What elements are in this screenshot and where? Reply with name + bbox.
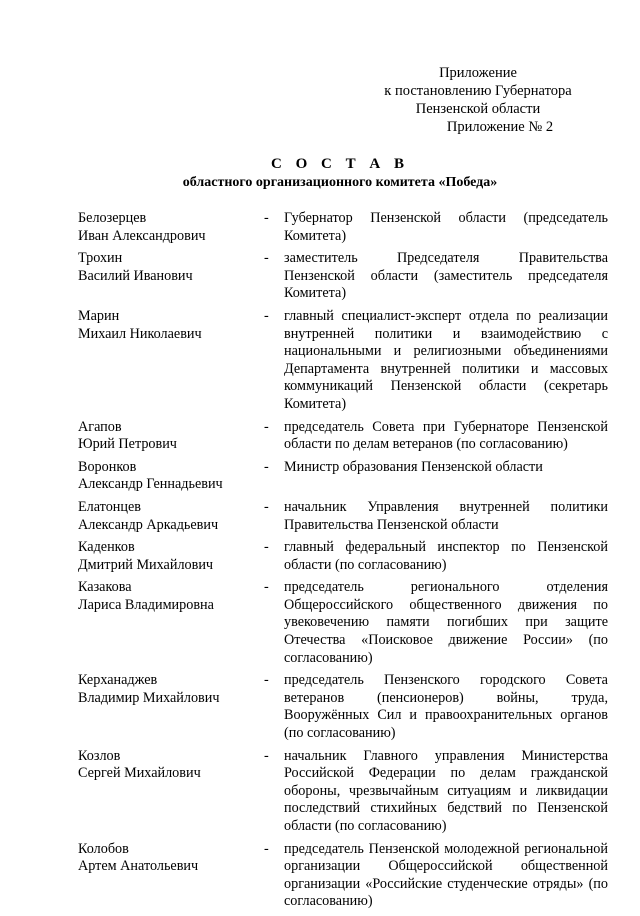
member-surname: Белозерцев bbox=[78, 210, 147, 226]
appendix-number: Приложение № 2 bbox=[446, 119, 554, 135]
member-dash: - bbox=[264, 840, 269, 857]
member-row bbox=[78, 419, 608, 454]
member-surname: Керханаджев bbox=[78, 672, 158, 689]
member-dash: - bbox=[264, 307, 269, 324]
member-name bbox=[78, 748, 264, 783]
member-role: Губернатор Пензенской области (председатель Комитета) bbox=[284, 210, 608, 244]
member-given-names: Владимир Михайлович bbox=[78, 689, 220, 706]
member-surname: Елатонцев bbox=[78, 498, 141, 515]
member-name bbox=[78, 250, 264, 285]
member-row bbox=[78, 210, 608, 245]
member-given-names: Михаил Николаевич bbox=[78, 325, 202, 342]
member-row bbox=[78, 672, 608, 742]
region-name: Пензенской области bbox=[415, 101, 541, 117]
member-name bbox=[78, 210, 264, 245]
member-name bbox=[78, 308, 264, 343]
member-row bbox=[78, 250, 608, 303]
member-dash: - bbox=[264, 250, 269, 267]
member-surname: Воронков bbox=[78, 458, 137, 475]
member-name bbox=[78, 419, 264, 454]
document-title: С О С Т А В bbox=[271, 156, 409, 172]
member-role: начальник Управления внутренней политики Правительства Пензенской области bbox=[284, 498, 608, 533]
member-given-names: Василий Иванович bbox=[78, 267, 193, 284]
member-surname: Марин bbox=[78, 307, 120, 324]
member-role: заместитель Председателя Правительства Пензенской области (заместитель председателя Комитета) bbox=[284, 250, 608, 302]
member-dash: - bbox=[264, 539, 269, 556]
member-name bbox=[78, 539, 264, 574]
member-surname: Агапов bbox=[78, 418, 122, 435]
member-given-names: Александр Геннадьевич bbox=[78, 476, 223, 493]
member-given-names: Сергей Михайлович bbox=[78, 765, 201, 782]
member-name bbox=[78, 499, 264, 534]
member-surname: Козлов bbox=[78, 747, 121, 764]
member-dash: - bbox=[264, 579, 269, 596]
member-row bbox=[78, 579, 608, 667]
member-dash: - bbox=[264, 458, 269, 475]
member-row bbox=[78, 499, 608, 534]
member-row bbox=[78, 308, 608, 414]
member-role: председатель Совета при Губернаторе Пензенской области по делам ветеранов (по согласованию) bbox=[284, 418, 608, 453]
member-dash: - bbox=[264, 747, 269, 764]
member-role: председатель Пензенского городского Совета ветеранов (пенсионеров) войны, труда, Вооружённых Сил и правоохранительных органов (по согласованию) bbox=[284, 672, 608, 742]
document-subtitle: областного организационного комитета «Победа» bbox=[182, 175, 498, 190]
member-role: председатель регионального отделения Общероссийского общественного движения по увековечению памяти погибших при защите Отечества «Поисковое движение России» (по согласованию) bbox=[284, 579, 608, 666]
member-row bbox=[78, 748, 608, 836]
member-role: начальник Главного управления Министерства Российской Федерации по делам гражданской обороны, чрезвычайным ситуациям и ликвидации последствий стихийных бедствий по Пензенской области (по согласованию) bbox=[284, 747, 608, 834]
member-dash: - bbox=[264, 418, 269, 435]
member-given-names: Артем Анатольевич bbox=[78, 858, 199, 875]
member-row bbox=[78, 539, 608, 574]
member-role: главный специалист-эксперт отдела по реализации внутренней политики и взаимодействию с национальными и религиозными объединениями Департамента внутренней политики и массовых коммуникаций Пензенской области (секретарь Комитета) bbox=[284, 307, 608, 412]
member-given-names: Иван Александрович bbox=[78, 227, 206, 244]
member-given-names: Дмитрий Михайлович bbox=[78, 556, 214, 573]
member-name bbox=[78, 841, 264, 876]
member-row bbox=[78, 459, 608, 494]
appendix-label: Приложение bbox=[439, 65, 517, 81]
member-name bbox=[78, 459, 264, 494]
member-given-names: Александр Аркадьевич bbox=[78, 516, 219, 533]
member-given-names: Юрий Петрович bbox=[78, 436, 177, 453]
member-dash: - bbox=[264, 672, 269, 689]
member-given-names: Лариса Владимировна bbox=[78, 596, 214, 613]
member-row bbox=[78, 841, 608, 911]
committee-member-list bbox=[78, 210, 608, 916]
member-dash: - bbox=[264, 210, 269, 226]
member-role: главный федеральный инспектор по Пензенской области (по согласованию) bbox=[284, 539, 608, 573]
decree-reference: к постановлению Губернатора bbox=[384, 83, 572, 99]
member-surname: Казакова bbox=[78, 579, 132, 596]
appendix-header bbox=[376, 64, 580, 118]
member-surname: Колобов bbox=[78, 840, 129, 857]
member-role: Министр образования Пензенской области bbox=[284, 458, 543, 475]
member-role: председатель Пензенской молодежной региональной организации Общероссийской общественной организации «Российские студенческие отряды» (по согласованию) bbox=[284, 840, 608, 910]
member-dash: - bbox=[264, 498, 269, 515]
member-name bbox=[78, 579, 264, 614]
member-surname: Трохин bbox=[78, 250, 123, 267]
member-name bbox=[78, 672, 264, 707]
member-surname: Каденков bbox=[78, 539, 135, 556]
